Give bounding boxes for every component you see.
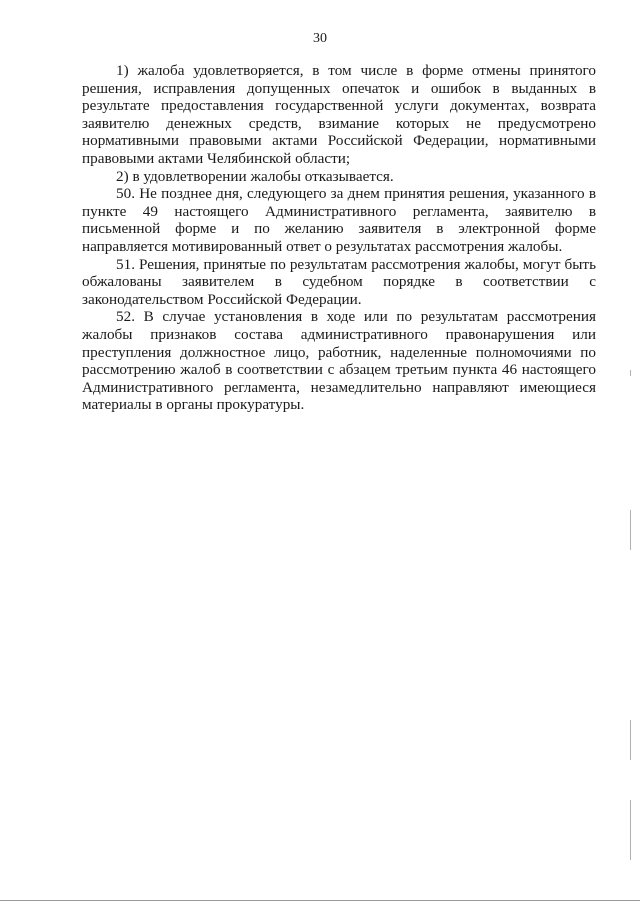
document-body [82,62,596,414]
paragraph-item-50: 50. Не позднее дня, следующего за днем принятия решения, указанного в пункте 49 настоящего Административного регламента, заявителю в письменной форме и по желанию заявителя в электронной форме направляется мотивированный ответ о результатах рассмотрения жалобы. [82,185,596,255]
paragraph-item-51: 51. Решения, принятые по результатам рассмотрения жалобы, могут быть обжалованы заявителем в судебном порядке в соответствии с законодательством Российской Федерации. [82,255,596,308]
scan-edge-mark [630,800,631,860]
scan-edge-marks [630,360,634,880]
paragraph-complaint-rejected: 2) в удовлетворении жалобы отказывается. [116,167,394,185]
scan-bottom-edge [0,900,640,901]
scan-edge-mark [630,720,631,760]
page-number: 30 [313,31,327,46]
paragraph-item-52: 52. В случае установления в ходе или по результатам рассмотрения жалобы признаков состава административного правонарушения или преступления должностное лицо, работник, наделенные полномочиями по рассмотрению жалоб в соответствии с абзацем третьим пункта 46 настоящего Административного регламента, незамедлительно направляют имеющиеся материалы в органы прокуратуры. [82,308,596,414]
paragraph-complaint-satisfied: 1) жалоба удовлетворяется, в том числе в форме отмены принятого решения, исправления допущенных опечаток и ошибок в выданных в результате предоставления государственной услуги документах, возврата заявителю денежных средств, взимание которых не предусмотрено нормативными правовыми актами Российской Федерации, нормативными правовыми актами Челябинской области; [82,62,596,167]
scan-edge-mark [630,510,631,550]
scan-edge-mark [630,370,631,376]
